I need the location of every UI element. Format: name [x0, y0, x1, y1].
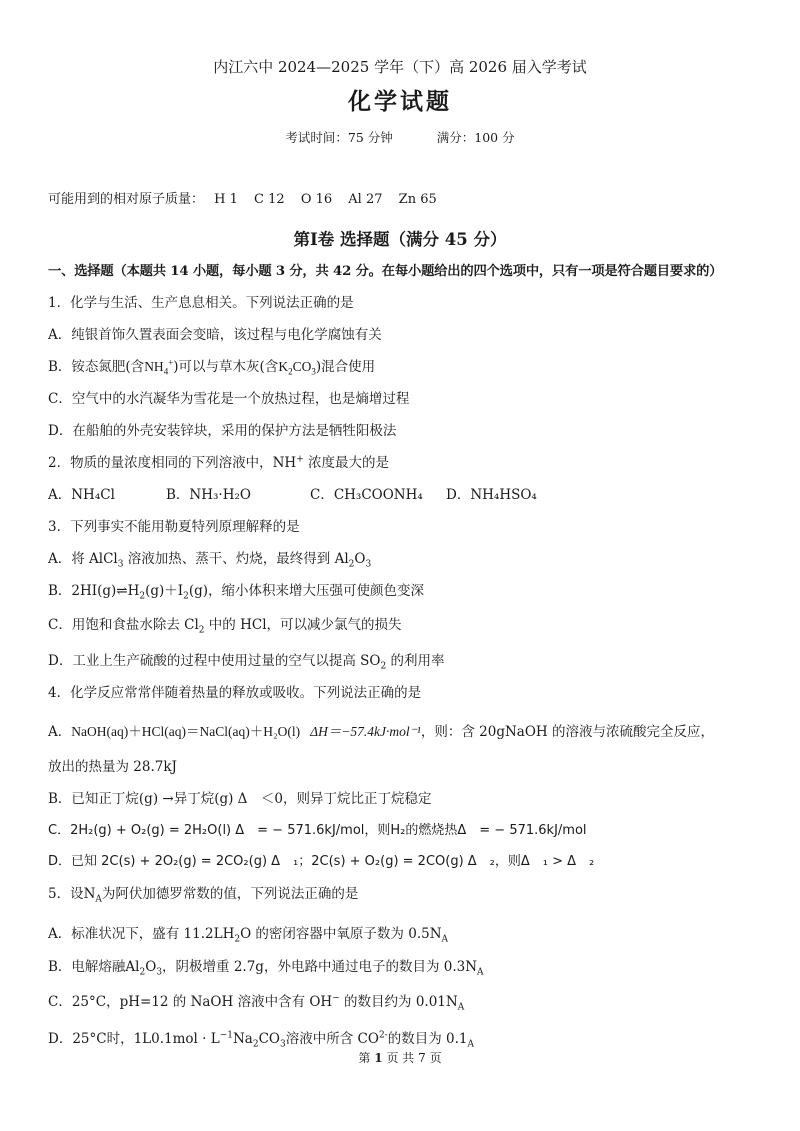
- subject-title: 化学试题: [348, 88, 452, 115]
- q5-stem: 5．设$N_A$为阿伏加德罗常数的值，下列说法正确的是: [48, 886, 359, 905]
- full-score: 满分：100 分: [436, 130, 515, 145]
- q4-option-b: B．已知正丁烷(g) →异丁烷(g) Δ ＜0，则异丁烷比正丁烷稳定: [48, 791, 432, 807]
- section-instruction: 一、选择题（本题共 14 小题，每小题 3 分，共 42 分。在每小题给出的四个选项中，只有一项是符合题目要求的）: [48, 264, 723, 279]
- q1-option-a: A．纯银首饰久置表面会变暗，该过程与电化学腐蚀有关: [48, 327, 382, 343]
- q3-stem: 3．下列事实不能用勒夏特列原理解释的是: [48, 519, 300, 535]
- section-title: 第Ⅰ卷 选择题（满分 45 分）: [293, 230, 507, 249]
- q4-option-c: C．2H₂(g) + O₂(g) = 2H₂O(l) Δ = − 571.6kJ/mol，则H₂的燃烧热Δ = − 571.6kJ/mol: [48, 823, 587, 838]
- atomic-mass-item: O 16: [300, 192, 333, 207]
- q3-option-c: C．用饱和食盐水除去 $Cl_2$ 中的 HCl，可以减少氯气的损失: [48, 617, 402, 636]
- q2-option-d: D．NH₄HSO₄: [446, 487, 537, 503]
- exam-meta: [0, 129, 800, 147]
- atomic-mass-item: C 12: [254, 192, 285, 207]
- atomic-mass-item: Zn 65: [398, 192, 437, 207]
- q1-option-c: C．空气中的水汽凝华为雪花是一个放热过程，也是熵增过程: [48, 391, 410, 407]
- q3-option-d: D．工业上生产硫酸的过程中使用过量的空气以提高 $SO_2$ 的利用率: [48, 653, 445, 672]
- q5-option-a: A．标准状况下，盛有 $11.2LH_2O$ 的密闭容器中氧原子数为 $0.5N_A$: [48, 926, 449, 945]
- atomic-mass-item: Al 27: [348, 192, 383, 207]
- q5-option-c: C．25°C，pH=12 的 NaOH 溶液中含有 OH− 的数目约为 $0.01N_A$: [48, 993, 465, 1013]
- q5-option-b: B．电解熔融$Al_2O_3$，阴极增重 2.7g，外电路中通过电子的数目为 $0.3N_A$: [48, 959, 484, 978]
- exam-time: 考试时间：75 分钟: [285, 130, 393, 145]
- q1-stem: 1．化学与生活、生产息息相关。下列说法正确的是: [48, 295, 354, 311]
- q2-option-a: A．NH₄Cl: [48, 487, 115, 503]
- q4-option-d: D．已知 2C(s) + 2O₂(g) = 2CO₂(g) Δ ₁；2C(s) + O₂(g) = 2CO(g) Δ ₂，则Δ ₁ > Δ ₂: [48, 854, 595, 869]
- atomic-masses: [48, 191, 770, 209]
- q5-option-d: D．25°C时，$1L0.1mol \cdot L^{-1}Na_2CO_3$溶液中所含 $CO^{2-}$的数目为 $0.1_A$: [48, 1030, 474, 1050]
- atomic-masses-label: 可能用到的相对原子质量：: [48, 192, 205, 207]
- exam-title: 内江六中 2024—2025 学年（下）高 2026 届入学考试: [213, 58, 587, 76]
- q3-option-a: A．将 AlCl$_3$ 溶液加热、蒸干、灼烧，最终得到 $Al_2O_3$: [48, 551, 372, 570]
- q2-option-c: C．CH₃COONH₄: [310, 487, 423, 503]
- q1-option-b: B．铵态氮肥(含$NH_4^+$)可以与草木灰(含$K_2CO_3$)混合使用: [48, 357, 376, 377]
- q1-option-d: D．在船舶的外壳安装锌块，采用的保护方法是牺牲阳极法: [48, 423, 397, 439]
- atomic-mass-item: H 1: [214, 192, 238, 207]
- page-footer: 第 1 页 共 7 页: [358, 1051, 442, 1065]
- q2-options: [48, 486, 770, 504]
- page-number: 1: [374, 1051, 383, 1065]
- q4-option-a: A．NaOH(aq)＋HCl(aq)＝NaCl(aq)＋H₂O(l) ΔH＝−57.4kJ·mol⁻¹，则：含 20gNaOH 的溶液与浓硫酸完全反应，: [48, 724, 714, 740]
- q4-stem: 4．化学反应常常伴随着热量的释放或吸收。下列说法正确的是: [48, 685, 422, 701]
- q2-option-b: B．NH₃·H₂O: [166, 487, 251, 503]
- q3-option-b: B．$2HI(g)\rightleftharpoons H_2(g)+I_2(g)$，缩小体积来增大压强可使颜色变深: [48, 583, 425, 602]
- page-total: 7: [418, 1051, 426, 1065]
- q4-option-a-cont: 放出的热量为 28.7kJ: [48, 759, 177, 775]
- q2-stem: 2．物质的量浓度相同的下列溶液中，NH+ 浓度最大的是: [48, 454, 390, 471]
